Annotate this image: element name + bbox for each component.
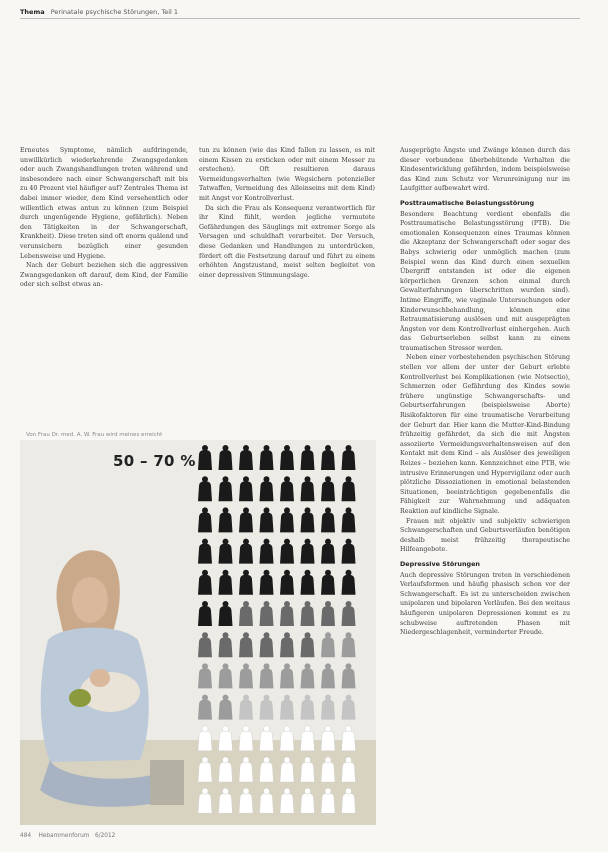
infographic bbox=[20, 440, 376, 825]
person-figure-icon bbox=[260, 663, 274, 688]
person-figure-icon bbox=[321, 445, 335, 470]
person-figure-icon bbox=[321, 539, 335, 564]
person-figure-icon bbox=[198, 539, 212, 564]
person-figure-icon bbox=[301, 757, 315, 782]
person-figure-icon bbox=[260, 726, 274, 751]
person-figure-icon bbox=[260, 570, 274, 595]
paragraph: Besondere Beachtung verdient ebenfalls die Posttraumatische Belastungsstörung (PTB). Die emotionalen Konsequenzen eines Traumas können die Akzeptanz der Schwangerschaft oder sogar des Babys schwierig oder unmöglich machen (zum Beispiel wenn das Kind durch einen sexuellen Übergriff entstanden ist oder die eigenen körperlichen Grenzen schon einmal durch Gewalterfahrungen überschritten wurden sind). Intime Eingriffe, wie vaginale Untersuchungen oder Kinderwunschbehandlung, können eine Retraumatisierung auslösen und mit ausgeprägten Ängsten vor dem Kontrollverlust einhergehen. Auch das Geburtserleben selbst kann zu einem traumatischen Stressor werden. bbox=[400, 210, 570, 352]
person-figure-icon bbox=[321, 757, 335, 782]
person-figure-icon bbox=[219, 445, 233, 470]
person-figure-icon bbox=[219, 539, 233, 564]
person-figure-icon bbox=[342, 570, 356, 595]
person-figure-icon bbox=[280, 601, 294, 626]
person-figure-icon bbox=[342, 601, 356, 626]
person-figure-icon bbox=[219, 757, 233, 782]
person-figure-icon bbox=[301, 539, 315, 564]
section-label: Thema bbox=[20, 8, 45, 16]
person-figure-icon bbox=[239, 507, 253, 532]
person-figure-icon bbox=[301, 601, 315, 626]
person-figure-icon bbox=[219, 570, 233, 595]
person-figure-icon bbox=[301, 726, 315, 751]
paragraph: Erneutes Symptome, nämlich aufdringende, unwillkürlich wiederkehrende Zwangsgedanken oder auch Zwangshandlungen treten während und insbesondere nach einer Schwangerschaft mit bis zu 40 Prozent viel häufiger auf? Zentrales Thema ist dabei immer wieder, dem Kind versehentlich oder willentlich etwas antun zu können (zum Beispiel durch ungenügende Hygiene, gefährlich). Neben den Tätigkeiten in der Schwangerschaft, Krankheit). Diese treten sind oft enorm quälend und verunsichern bezüglich einer gesunden Lebensweise und Hygiene. bbox=[20, 147, 188, 260]
person-figure-icon bbox=[239, 788, 253, 813]
person-figure-icon bbox=[239, 663, 253, 688]
person-figure-icon bbox=[198, 663, 212, 688]
person-figure-icon bbox=[239, 632, 253, 657]
person-figure-icon bbox=[280, 570, 294, 595]
person-figure-icon bbox=[301, 507, 315, 532]
person-figure-icon bbox=[260, 632, 274, 657]
person-figure-icon bbox=[321, 632, 335, 657]
person-figure-icon bbox=[342, 632, 356, 657]
person-figure-icon bbox=[239, 476, 253, 501]
person-figure-icon bbox=[198, 601, 212, 626]
paragraph: Nach der Geburt beziehen sich die aggressiven Zwangsgedanken oft darauf, dem Kind, der Familie oder sich selbst etwas an- bbox=[20, 262, 188, 289]
percentage-label: 50 – 70 % bbox=[113, 452, 196, 470]
person-figure-icon bbox=[321, 601, 335, 626]
person-figure-icon bbox=[239, 757, 253, 782]
person-figure-icon bbox=[219, 507, 233, 532]
person-figure-icon bbox=[198, 445, 212, 470]
person-figure-icon bbox=[280, 726, 294, 751]
person-figure-icon bbox=[219, 663, 233, 688]
person-figure-icon bbox=[280, 788, 294, 813]
text-column-3 bbox=[400, 146, 570, 638]
article-title: Perinatale psychische Störungen, Teil 1 bbox=[50, 8, 179, 16]
person-figure-icon bbox=[219, 695, 233, 720]
person-figure-icon bbox=[321, 663, 335, 688]
person-figure-icon bbox=[219, 476, 233, 501]
person-figure-icon bbox=[280, 663, 294, 688]
figure-caption: Von Frau Dr. med. A. W. Frau wird meines erreicht bbox=[26, 432, 163, 438]
person-figure-icon bbox=[342, 726, 356, 751]
person-figure-icon bbox=[321, 570, 335, 595]
person-figure-icon bbox=[301, 663, 315, 688]
person-figure-icon bbox=[198, 476, 212, 501]
paragraph: Da sich die Frau als Konsequenz verantwortlich für ihr Kind fühlt, werden jegliche vermutete Gefährdungen des Säuglings mit extremer Sorge als Versagen und schuldhaft verarbeitet. Der Versuch, diese Gedanken und Handlungen zu unterdrücken, fördert oft die Festsetzung darauf und führt zu einem erhöhten Angstzustand, meist selten begleitet von einer depressiven Stimmungslage. bbox=[199, 204, 375, 279]
subheading-depression: Depressive Störungen bbox=[400, 559, 480, 568]
person-figure-icon bbox=[260, 788, 274, 813]
person-figure-icon bbox=[260, 757, 274, 782]
person-figure-icon bbox=[239, 445, 253, 470]
running-header bbox=[20, 8, 580, 19]
person-figure-icon bbox=[280, 445, 294, 470]
person-figure-icon bbox=[219, 726, 233, 751]
person-figure-icon bbox=[260, 601, 274, 626]
person-icon-grid bbox=[20, 440, 376, 825]
person-figure-icon bbox=[198, 757, 212, 782]
person-figure-icon bbox=[342, 539, 356, 564]
person-figure-icon bbox=[342, 445, 356, 470]
person-figure-icon bbox=[321, 476, 335, 501]
person-figure-icon bbox=[280, 757, 294, 782]
person-figure-icon bbox=[198, 726, 212, 751]
person-figure-icon bbox=[260, 507, 274, 532]
person-figure-icon bbox=[342, 788, 356, 813]
person-figure-icon bbox=[260, 695, 274, 720]
text-column-2 bbox=[199, 146, 375, 280]
person-figure-icon bbox=[342, 507, 356, 532]
person-figure-icon bbox=[219, 788, 233, 813]
issue: 6/2012 bbox=[94, 833, 116, 839]
subheading-ptbs: Posttraumatische Belastungsstörung bbox=[400, 198, 535, 207]
paragraph: Frauen mit objektiv und subjektiv schwierigen Schwangerschaften und Geburtsverläufen benötigen deshalb meist frühzeitig therapeutische Hilfeangebote. bbox=[400, 517, 570, 554]
page-number: 484 bbox=[20, 833, 32, 839]
person-figure-icon bbox=[239, 695, 253, 720]
person-figure-icon bbox=[321, 726, 335, 751]
person-figure-icon bbox=[260, 539, 274, 564]
person-figure-icon bbox=[239, 726, 253, 751]
journal-name: Hebammenforum bbox=[38, 833, 90, 839]
person-figure-icon bbox=[280, 632, 294, 657]
person-figure-icon bbox=[301, 788, 315, 813]
person-figure-icon bbox=[198, 788, 212, 813]
page-footer bbox=[20, 833, 115, 839]
person-figure-icon bbox=[260, 445, 274, 470]
person-figure-icon bbox=[198, 570, 212, 595]
paragraph: tun zu können (wie das Kind fallen zu lassen, es mit einem Kissen zu ersticken oder mit einem Messer zu erstechen). Oft resultieren daraus Vermeidungsverhalten (wie Wegsichern potenzieller Tatwaffen, Vermeidung des Alleinseins mit dem Kind) mit Angst vor Kontrollverlust. bbox=[199, 147, 375, 202]
person-figure-icon bbox=[301, 632, 315, 657]
person-figure-icon bbox=[301, 445, 315, 470]
person-figure-icon bbox=[219, 632, 233, 657]
person-figure-icon bbox=[239, 539, 253, 564]
person-figure-icon bbox=[280, 539, 294, 564]
person-figure-icon bbox=[239, 570, 253, 595]
person-figure-icon bbox=[342, 757, 356, 782]
person-figure-icon bbox=[280, 695, 294, 720]
person-figure-icon bbox=[280, 476, 294, 501]
person-figure-icon bbox=[342, 663, 356, 688]
person-figure-icon bbox=[198, 632, 212, 657]
text-column-1 bbox=[20, 146, 188, 290]
person-figure-icon bbox=[260, 476, 274, 501]
person-figure-icon bbox=[321, 695, 335, 720]
person-figure-icon bbox=[301, 476, 315, 501]
person-figure-icon bbox=[301, 570, 315, 595]
person-figure-icon bbox=[280, 507, 294, 532]
person-figure-icon bbox=[239, 601, 253, 626]
person-figure-icon bbox=[219, 601, 233, 626]
paragraph: Auch depressive Störungen treten in verschiedenen Verlaufsformen und häufig phasisch schon vor der Schwangerschaft. Es ist zu unterscheiden zwischen unipolaren und bipolaren Verläufen. Bei den weitaus häufigeren unipolaren Depressionen kommt es zu schubweise auftretenden Phasen mit Niedergeschlagenheit, verminderter Freude. bbox=[400, 571, 570, 637]
person-figure-icon bbox=[342, 476, 356, 501]
paragraph: Neben einer vorbestehenden psychischen Störung stellen vor allem der unter der Geburt erlebte Kontrollverlust bei Komplikationen (wie Notsectio), Schmerzen oder Gefährdung des Kindes sowie frühere ungünstige Schwangerschafts- und Geburtserfahrungen (beispielsweise Aborte) Risikofaktoren für eine traumatische Verarbeitung der Geburt dar. Hier kann die Mutter-Kind-Bindung frühzeitig gefährdet, da sich die mit Ängsten assoziierte Vermeidungsverhaltensweisen auf den Kontakt mit dem Kind – als Auslöser des jeweiligen Reizes – beziehen kann. Kennzeichnet eine PTB, wie intrusive Erinnerungen und Hypervigilanz oder auch plötzliche Dissoziationen in emotional belastenden Situationen, beeinträchtigen gegebenenfalls die Fähigkeit zur Wahrnehmung und adäquaten Reaktion auf kindliche Signale. bbox=[400, 354, 570, 515]
person-figure-icon bbox=[198, 507, 212, 532]
person-figure-icon bbox=[342, 695, 356, 720]
person-figure-icon bbox=[321, 507, 335, 532]
paragraph: Ausgeprägte Ängste und Zwänge können durch das dieser vorbundene überbehütende Verhalten die Kindesentwicklung gefährden, indem beispielsweise das Kind zum Schutz vor Verunreinigung nur im Laufgitter aufbewahrt wird. bbox=[400, 147, 570, 193]
person-figure-icon bbox=[198, 695, 212, 720]
person-figure-icon bbox=[301, 695, 315, 720]
person-figure-icon bbox=[321, 788, 335, 813]
